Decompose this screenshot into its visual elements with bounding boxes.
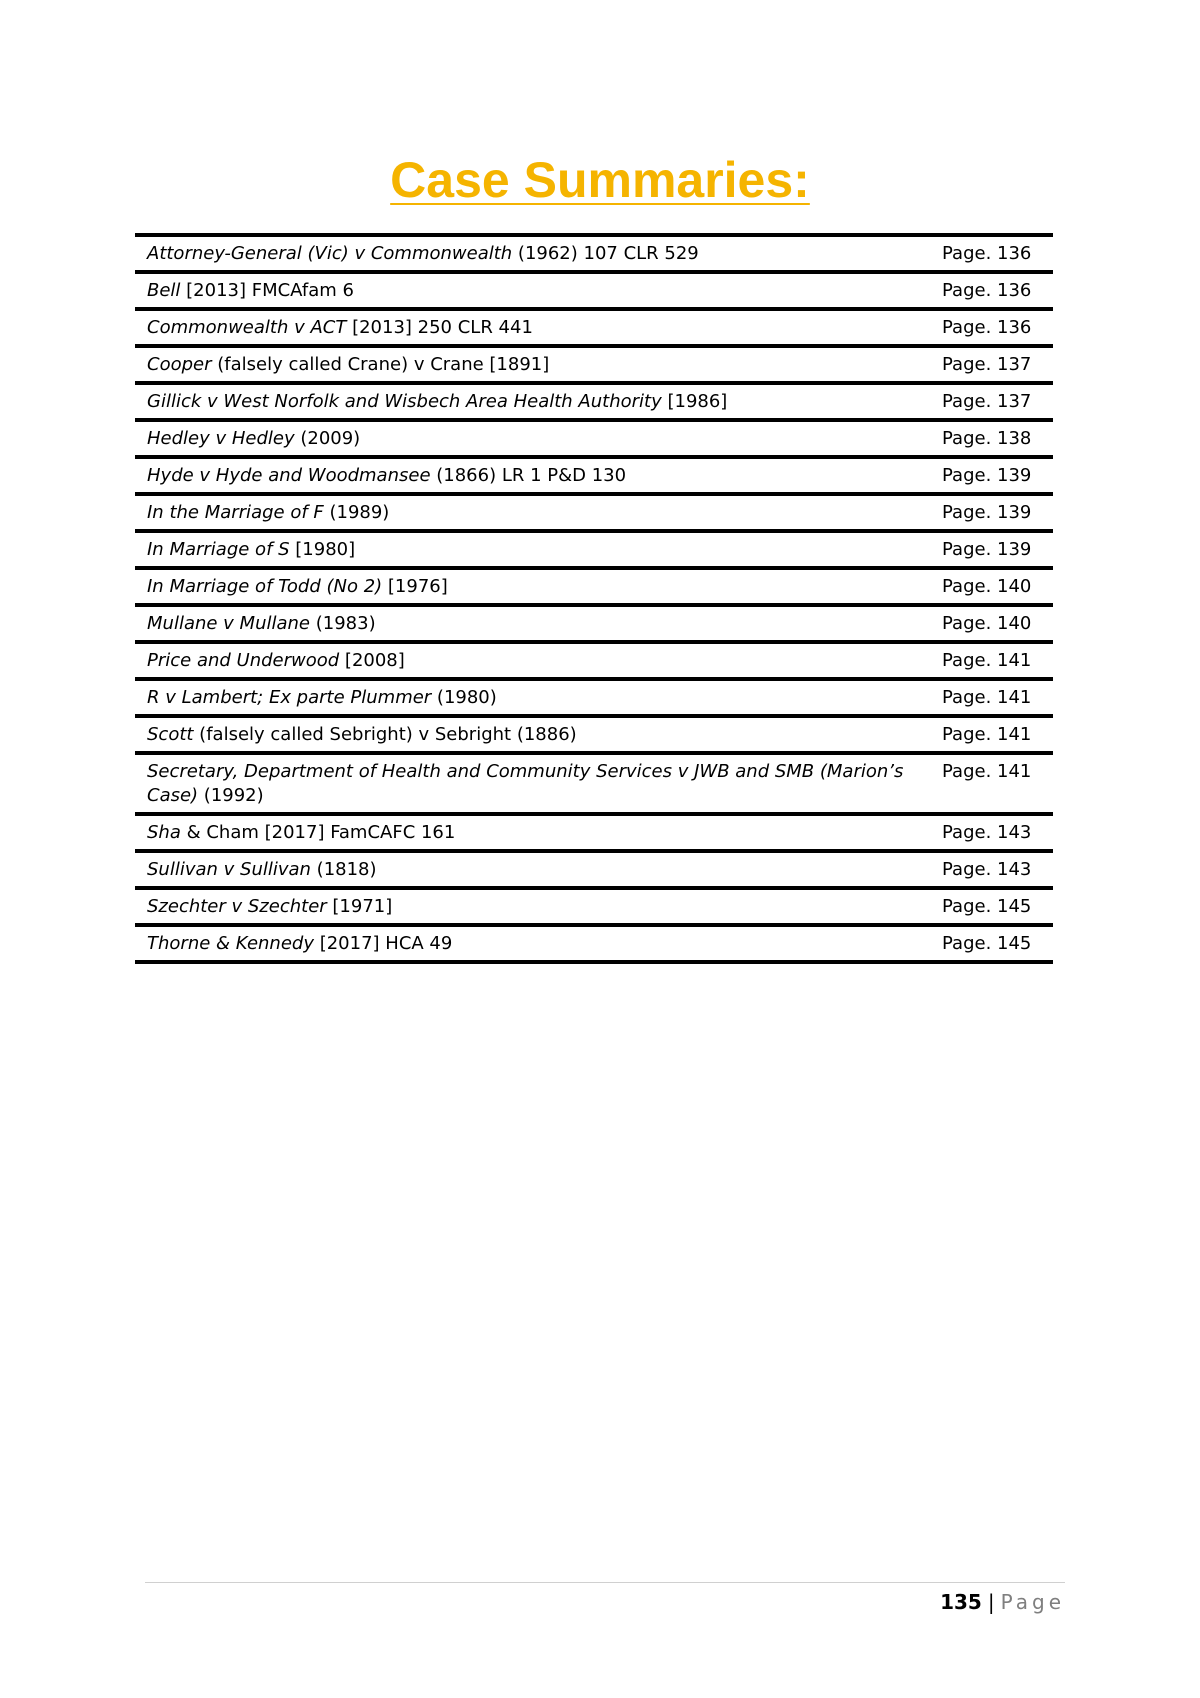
footer-page-label: Page: [1000, 1590, 1065, 1614]
case-name-italic: Gillick v West Norfolk and Wisbech Area Health Authority: [147, 391, 662, 412]
case-page-ref: Page. 141: [942, 761, 1032, 782]
case-page-ref: Page. 137: [942, 391, 1032, 412]
case-citation: (1866) LR 1 P&D 130: [430, 465, 627, 486]
case-citation: [1976]: [382, 576, 448, 597]
case-name: [147, 464, 942, 488]
case-page-ref: Page. 141: [942, 650, 1032, 671]
case-page-ref: Page. 138: [942, 428, 1032, 449]
case-name-italic: Attorney-General (Vic) v Commonwealth: [147, 243, 513, 264]
footer-divider: [145, 1582, 1065, 1583]
case-citation: (1962) 107 CLR 529: [512, 243, 699, 264]
case-name-italic: Price and Underwood: [147, 650, 340, 671]
case-citation: (1818): [310, 859, 377, 880]
case-name: [147, 390, 942, 414]
case-row: [135, 274, 1053, 311]
case-page-ref: Page. 141: [942, 724, 1032, 745]
case-name: [147, 316, 942, 340]
case-name: [147, 353, 942, 377]
case-row: [135, 681, 1053, 718]
case-row: [135, 348, 1053, 385]
case-name-italic: In the Marriage of F: [147, 502, 324, 523]
case-name-italic: Sha: [147, 822, 181, 843]
case-row: [135, 607, 1053, 644]
case-name: [147, 858, 942, 882]
case-citation: & Cham [2017] FamCAFC 161: [180, 822, 456, 843]
case-name: [147, 932, 942, 956]
case-name-italic: Hedley v Hedley: [147, 428, 295, 449]
case-page-ref: Page. 145: [942, 896, 1032, 917]
case-page-ref: Page. 139: [942, 465, 1032, 486]
case-row: [135, 644, 1053, 681]
case-list: [135, 233, 1053, 964]
case-page-ref: Page. 139: [942, 502, 1032, 523]
case-row: [135, 853, 1053, 890]
case-name-italic: In Marriage of S: [147, 539, 290, 560]
page-title: Case Summaries:: [390, 152, 810, 208]
case-name: [147, 821, 942, 845]
case-name: [147, 686, 942, 710]
case-name: [147, 575, 942, 599]
case-page-ref: Page. 136: [942, 317, 1032, 338]
case-page-ref: Page. 145: [942, 933, 1032, 954]
case-row: [135, 890, 1053, 927]
case-row: [135, 816, 1053, 853]
case-citation: (1989): [323, 502, 390, 523]
case-page-ref: Page. 140: [942, 576, 1032, 597]
case-name: [147, 538, 942, 562]
case-name-italic: In Marriage of Todd (No 2): [147, 576, 383, 597]
case-citation: (2009): [294, 428, 361, 449]
case-page-ref: Page. 136: [942, 243, 1032, 264]
case-page-ref: Page. 143: [942, 859, 1032, 880]
footer-separator: |: [987, 1590, 995, 1614]
case-citation: (falsely called Sebright) v Sebright (1886): [193, 724, 577, 745]
case-page-ref: Page. 139: [942, 539, 1032, 560]
case-name-italic: Cooper: [147, 354, 212, 375]
case-page-ref: Page. 141: [942, 687, 1032, 708]
case-citation: (1992): [198, 785, 264, 806]
case-citation: [2017] HCA 49: [313, 933, 453, 954]
case-citation: (falsely called Crane) v Crane [1891]: [211, 354, 550, 375]
case-row: [135, 755, 1053, 816]
case-name: [147, 723, 942, 747]
case-row: [135, 927, 1053, 964]
case-name-italic: Commonwealth v ACT: [147, 317, 347, 338]
case-row: [135, 718, 1053, 755]
case-citation: [1971]: [326, 896, 393, 917]
case-name: [147, 427, 942, 451]
case-row: [135, 237, 1053, 274]
case-name-italic: R v Lambert; Ex parte Plummer: [147, 687, 432, 708]
case-citation: [2013] 250 CLR 441: [346, 317, 533, 338]
case-name-italic: Mullane v Mullane: [147, 613, 311, 634]
case-page-ref: Page. 137: [942, 354, 1032, 375]
case-page-ref: Page. 140: [942, 613, 1032, 634]
case-citation: [1986]: [661, 391, 728, 412]
case-name-italic: Thorne & Kennedy: [147, 933, 314, 954]
case-name: [147, 501, 942, 525]
case-page-ref: Page. 136: [942, 280, 1032, 301]
case-page-ref: Page. 143: [942, 822, 1032, 843]
case-name: [147, 760, 942, 808]
page-footer: [940, 1588, 1065, 1616]
case-citation: (1983): [310, 613, 376, 634]
case-name-italic: Secretary, Department of Health and Community Services v JWB and SMB (Marion’s Case): [147, 761, 904, 806]
case-citation: [1980]: [289, 539, 356, 560]
case-row: [135, 311, 1053, 348]
case-name-italic: Scott: [147, 724, 194, 745]
case-row: [135, 570, 1053, 607]
case-citation: [2013] FMCAfam 6: [180, 280, 354, 301]
case-row: [135, 459, 1053, 496]
case-row: [135, 533, 1053, 570]
case-name-italic: Hyde v Hyde and Woodmansee: [147, 465, 431, 486]
case-name: [147, 242, 942, 266]
case-name: [147, 649, 942, 673]
footer-page-number: 135: [940, 1590, 982, 1614]
case-row: [135, 422, 1053, 459]
case-name-italic: Bell: [147, 280, 181, 301]
case-citation: [2008]: [339, 650, 405, 671]
case-citation: (1980): [431, 687, 497, 708]
case-name: [147, 612, 942, 636]
case-row: [135, 385, 1053, 422]
case-name-italic: Sullivan v Sullivan: [147, 859, 311, 880]
case-row: [135, 496, 1053, 533]
case-name-italic: Szechter v Szechter: [147, 896, 327, 917]
case-name: [147, 895, 942, 919]
case-name: [147, 279, 942, 303]
